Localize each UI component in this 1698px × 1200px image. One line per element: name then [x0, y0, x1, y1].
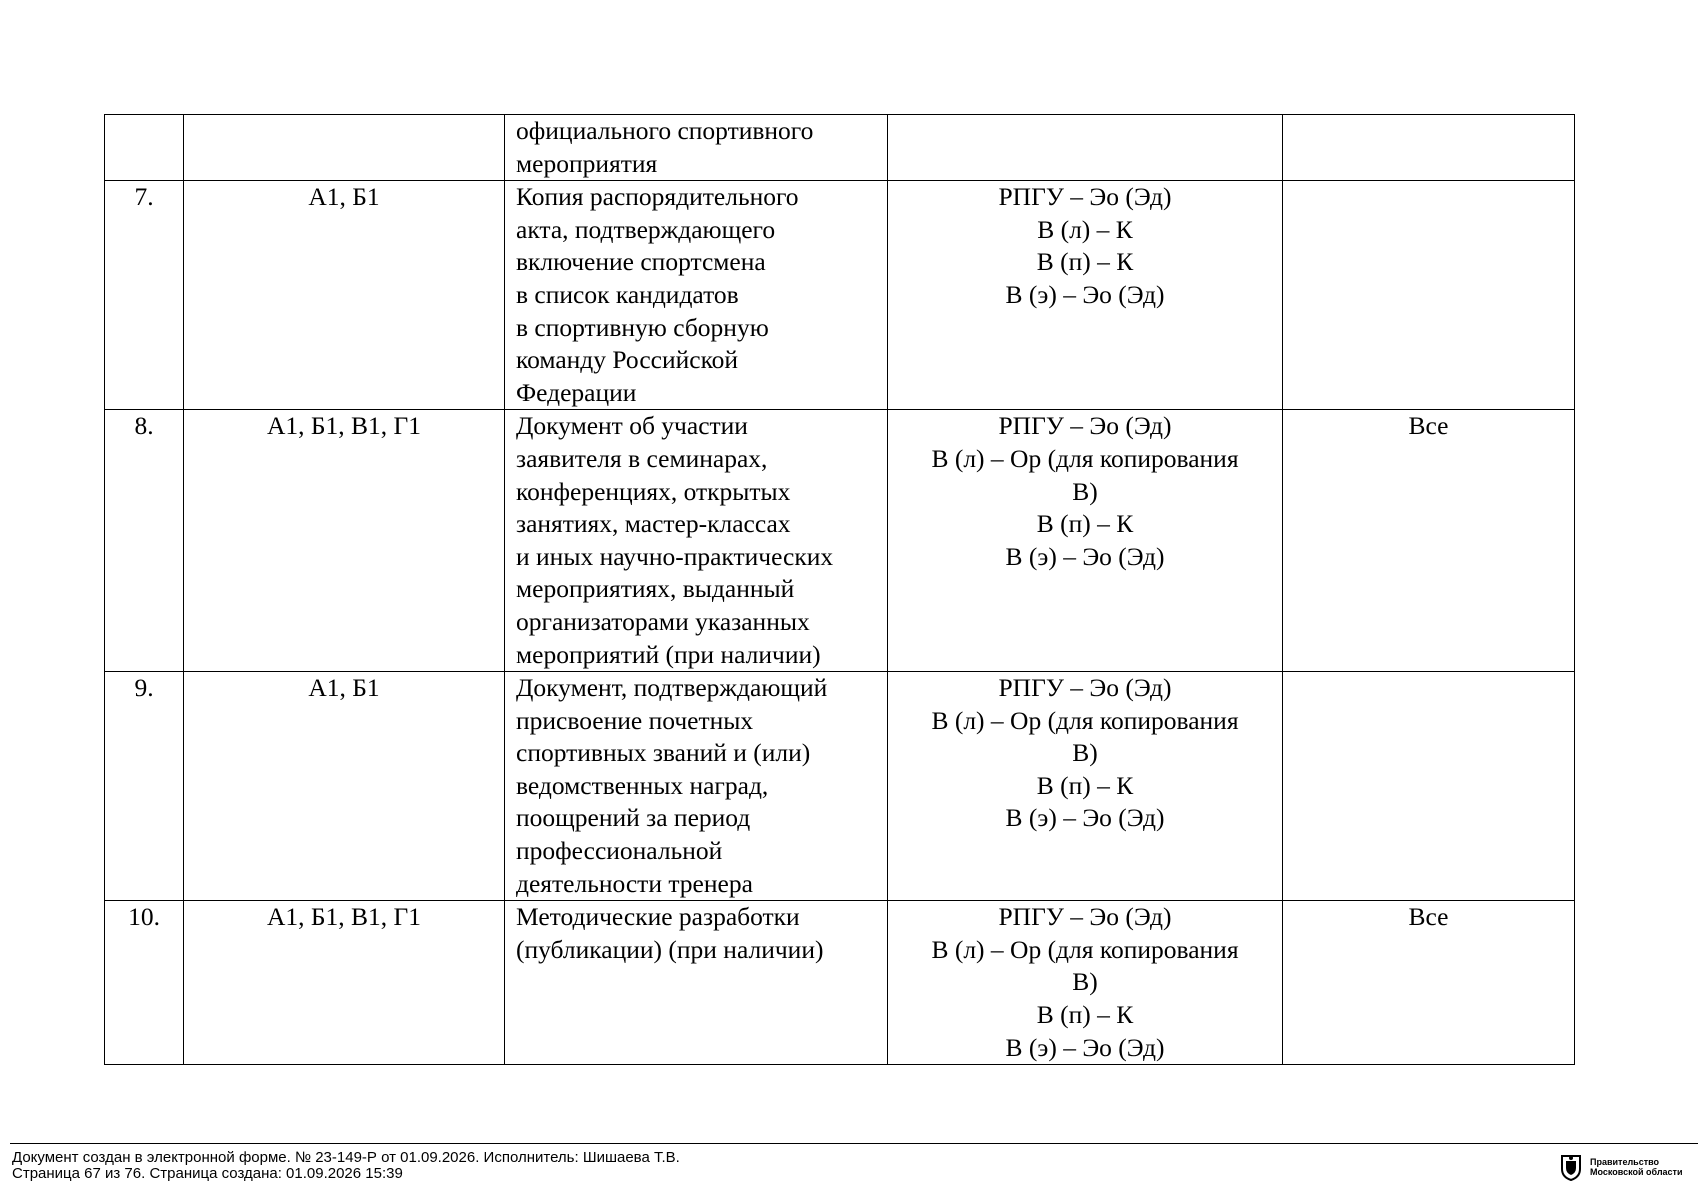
document-text-line: Копия распорядительного: [516, 182, 799, 212]
categories-cell: [184, 181, 505, 410]
document-text-line: мероприятия: [516, 148, 658, 178]
document-text-line: конференциях, открытых: [516, 476, 791, 506]
row-number-cell: [105, 901, 184, 1065]
document-table: [104, 114, 1575, 1065]
submission-form-cell: [888, 901, 1283, 1065]
document-text-line: организаторами указанных: [516, 606, 810, 636]
document-text-line: Федерации: [516, 377, 637, 407]
applicants-scope: Все: [1408, 902, 1449, 932]
table-row: [105, 901, 1575, 1065]
submission-form-line: В): [1072, 738, 1098, 768]
document-cell: [505, 181, 888, 410]
document-text-line: присвоение почетных: [516, 705, 754, 735]
submission-form-line: В (п) – К: [1036, 770, 1134, 800]
submission-form-line: РПГУ – Эо (Эд): [998, 182, 1172, 212]
submission-form-line: В (п) – К: [1036, 1000, 1134, 1030]
footer-page-info: Страница 67 из 76. Страница создана: 01.09.2026 15:39: [12, 1165, 403, 1182]
table-row: [105, 181, 1575, 410]
document-text-line: поощрений за период: [516, 803, 751, 833]
row-number: 10.: [128, 902, 160, 932]
submission-form-line: В (э) – Эо (Эд): [1005, 803, 1165, 833]
document-text-line: Документ, подтверждающий: [516, 673, 828, 703]
applicant-categories: А1, Б1, В1, Г1: [266, 411, 422, 441]
document-cell: [505, 901, 888, 1065]
footer-document-info: Документ создан в электронной форме. № 23-149-Р от 01.09.2026. Исполнитель: Шишаева Т.В.: [12, 1149, 680, 1166]
applicants-cell: [1283, 410, 1575, 672]
document-text-line: ведомственных наград,: [516, 770, 769, 800]
submission-form-line: В (п) – К: [1036, 509, 1134, 539]
row-number-cell: [105, 410, 184, 672]
table-body: [105, 115, 1575, 1065]
document-text-line: Документ об участии: [516, 411, 748, 441]
document-text-line: профессиональной: [516, 836, 723, 866]
applicant-categories: А1, Б1, В1, Г1: [266, 902, 422, 932]
submission-form-line: В (э) – Эо (Эд): [1005, 279, 1165, 309]
coat-of-arms-icon: [1558, 1153, 1584, 1181]
row-number-cell: [105, 181, 184, 410]
submission-form-cell: [888, 115, 1283, 181]
document-text-line: в спортивную сборную: [516, 312, 769, 342]
submission-form-cell: [888, 181, 1283, 410]
submission-form-line: В (л) – Ор (для копирования: [931, 934, 1239, 964]
submission-form-line: В): [1072, 967, 1098, 997]
applicant-categories: А1, Б1: [308, 182, 380, 212]
logo-text-line1: Правительство: [1590, 1157, 1660, 1167]
document-text-line: официального спортивного: [516, 116, 814, 145]
document-text-line: в список кандидатов: [516, 279, 739, 309]
document-text-line: и иных научно-практических: [516, 541, 834, 571]
document-text-line: акта, подтверждающего: [516, 214, 776, 244]
applicants-scope: Все: [1408, 411, 1449, 441]
applicant-categories: А1, Б1: [308, 673, 380, 703]
footer-logo: [1558, 1153, 1683, 1181]
row-number-cell: [105, 672, 184, 901]
submission-form-line: В): [1072, 476, 1098, 506]
table-row: [105, 410, 1575, 672]
table-row: [105, 115, 1575, 181]
row-number: 9.: [134, 673, 154, 703]
table-row: [105, 672, 1575, 901]
document-text-line: деятельности тренера: [516, 868, 753, 898]
document-cell: [505, 115, 888, 181]
categories-cell: [184, 410, 505, 672]
submission-form-line: В (п) – К: [1036, 247, 1134, 277]
categories-cell: [184, 115, 505, 181]
document-text-line: мероприятиях, выданный: [516, 574, 795, 604]
document-text-line: занятиях, мастер-классах: [516, 509, 791, 539]
submission-form-line: В (э) – Эо (Эд): [1005, 1032, 1165, 1062]
document-text-line: мероприятий (при наличии): [516, 639, 821, 669]
applicants-cell: [1283, 115, 1575, 181]
submission-form-line: В (л) – Ор (для копирования: [931, 443, 1239, 473]
submission-form-cell: [888, 672, 1283, 901]
document-text-line: спортивных званий и (или): [516, 738, 811, 768]
submission-form-cell: [888, 410, 1283, 672]
applicants-cell: [1283, 901, 1575, 1065]
footer: [12, 1150, 680, 1182]
categories-cell: [184, 672, 505, 901]
submission-form-line: В (л) – Ор (для копирования: [931, 705, 1239, 735]
document-text-line: Методические разработки: [516, 902, 800, 932]
row-number: 8.: [134, 411, 154, 441]
submission-form-line: РПГУ – Эо (Эд): [998, 673, 1172, 703]
footer-divider: [10, 1143, 1698, 1144]
applicants-cell: [1283, 181, 1575, 410]
categories-cell: [184, 901, 505, 1065]
row-number-cell: [105, 115, 184, 181]
logo-text-line2: Московской области: [1590, 1167, 1683, 1177]
row-number: 7.: [134, 182, 154, 212]
submission-form-line: РПГУ – Эо (Эд): [998, 902, 1172, 932]
submission-form-line: В (э) – Эо (Эд): [1005, 541, 1165, 571]
applicants-cell: [1283, 672, 1575, 901]
submission-form-line: РПГУ – Эо (Эд): [998, 411, 1172, 441]
document-text-line: команду Российской: [516, 345, 739, 375]
document-text-line: включение спортсмена: [516, 247, 766, 277]
document-cell: [505, 410, 888, 672]
document-text-line: заявителя в семинарах,: [516, 443, 768, 473]
document-cell: [505, 672, 888, 901]
document-text-line: (публикации) (при наличии): [516, 934, 824, 964]
submission-form-line: В (л) – К: [1037, 214, 1133, 244]
